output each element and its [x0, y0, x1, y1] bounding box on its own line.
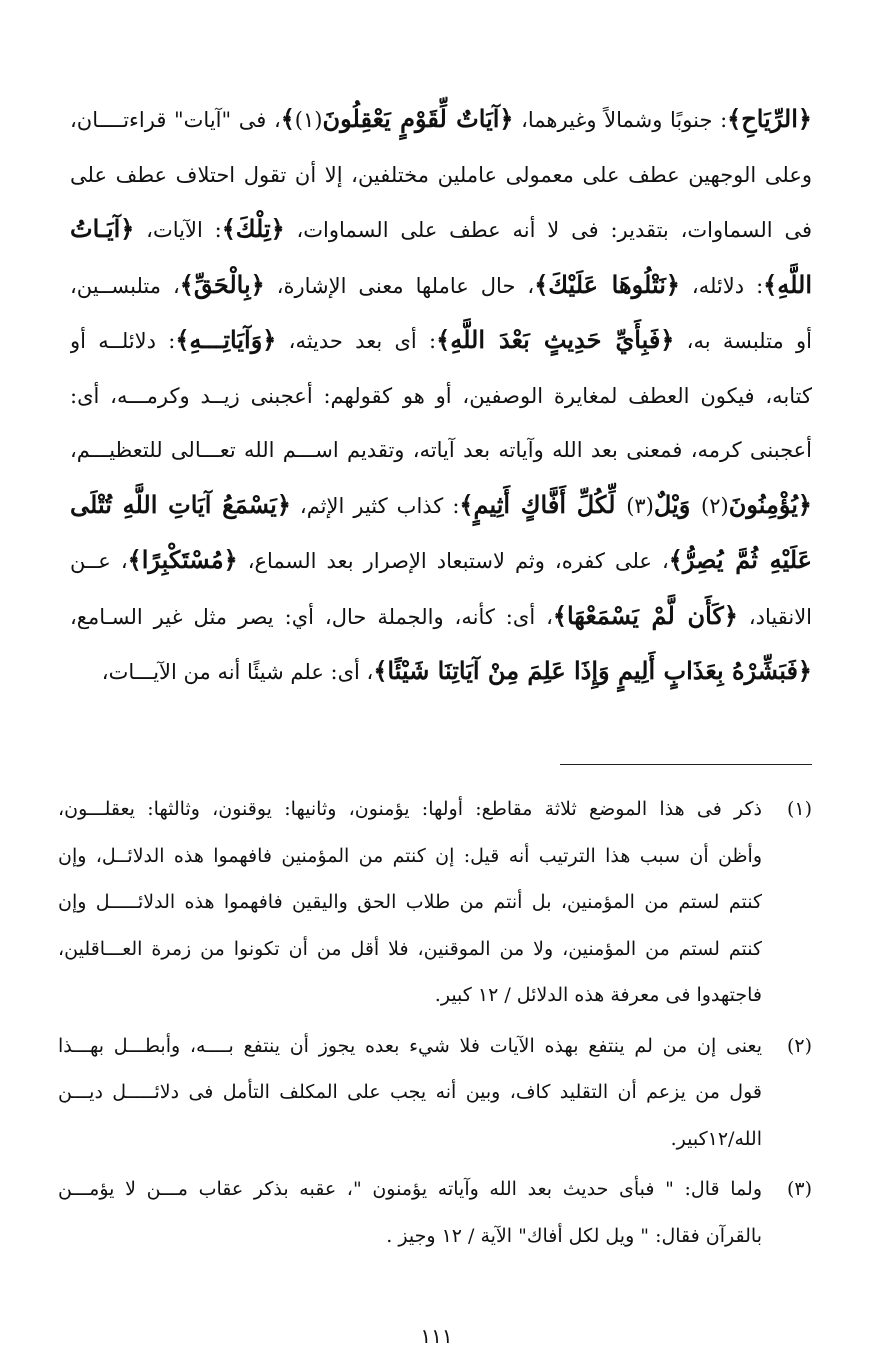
commentary-text: كتابه، فيكون العطف لمغايرة الوصفين، أو هو كقولهم: أعجبنى زيــد وكرمـــه، أى: [70, 383, 812, 408]
footnote-text [58, 1166, 762, 1259]
body-line [70, 313, 812, 369]
quran-quote: ﴿وَآيَاتِـــهِ﴾ [175, 325, 277, 354]
page-number: ١١١ [420, 1324, 453, 1348]
footnote-line: كنتم لستم من المؤمنين، ولا من الموقنين، فلا أقل من أن تكونوا من زمرة العـــاقلين، [58, 937, 762, 960]
footnote-line: الله/١٢كبير. [670, 1127, 762, 1150]
quran-quote: ﴾ [280, 104, 295, 133]
footnote-line: يعنى إن من لم ينتفع بهذه الآيات فلا شيء بعده يجوز أن ينتفع بــــه، وأبطـــل بهـــذا [58, 1034, 762, 1057]
footnote-line: وأظن أن سبب هذا الترتيب أنه قيل: إن كنتم من المؤمنين فافهموا هذه الدلائــل، وإن [58, 844, 762, 867]
footnote-separator [560, 764, 812, 765]
footnote-number: (٢) [786, 1034, 812, 1057]
footnote-line: بالقرآن فقال: " ويل لكل أفاك" الآية / ١٢ وجيز . [386, 1224, 762, 1247]
quran-quote: ﴿يَسْمَعُ آيَاتِ اللَّهِ تُتْلَى [70, 489, 291, 519]
quran-quote: عَلَيْهِ ثُمَّ يُصِرُّ﴾ [668, 545, 812, 574]
commentary-text: : دلائلــه أو [70, 329, 176, 353]
footnote-line: ولما قال: " فبأى حديث بعد الله وآياته يؤمنون "، عقبه بذكر عقاب مـــن لا يؤمـــن [58, 1178, 762, 1200]
commentary-text: ، فى "آيات" قراءتــــان، [70, 108, 281, 132]
body-line [70, 478, 812, 534]
quran-quote: ﴿فَبِأَيِّ حَدِيثٍ بَعْدَ اللَّهِ﴾ [436, 325, 675, 354]
body-line [70, 533, 812, 589]
quran-quote: اللَّهِ﴾ [763, 269, 812, 299]
commentary-text: (١) [294, 108, 323, 132]
footnote [58, 1166, 812, 1259]
footnote-text [58, 1023, 762, 1163]
quran-quote: ﴿الرِّيَاحِ﴾ [727, 104, 812, 133]
commentary-text: (٣) [626, 493, 654, 518]
commentary-text: ، حال عاملها معنى الإشارة، [264, 273, 535, 298]
body-line [70, 423, 812, 478]
quran-quote: وَيْلٌ [653, 489, 702, 519]
footnote-number: (٣) [786, 1178, 812, 1200]
footnote [58, 1023, 812, 1163]
footnote-text [58, 786, 762, 1019]
quran-quote: ﴿آيَاتٌ لِّقَوْمٍ يَعْقِلُونَ [322, 104, 514, 133]
footnote-line: قول من يزعم أن التقليد كاف، وبين أنه يجب على المكلف التأمل فى دلائـــــل ديـــن [58, 1081, 762, 1103]
commentary-text: فى السماوات، بتقدير: فى لا أنه عطف على السماوات، [284, 218, 812, 242]
commentary-text: ، عــن [70, 549, 128, 573]
commentary-text: ، أى: كأنه، والجملة حال، أي: يصر مثل غير السـامع، [70, 604, 553, 629]
commentary-text: ، متلبســين، [70, 273, 180, 298]
commentary-text: ، أى: علم شيئًا أنه من الآيـــات، [101, 660, 374, 684]
commentary-text: : الآيات، [134, 218, 222, 242]
main-text-block [70, 92, 812, 700]
body-line [70, 92, 812, 148]
commentary-text: ، على كفره، وثم لاستبعاد الإصرار بعد السماع، [237, 549, 669, 573]
body-line [70, 369, 812, 424]
commentary-text: : أى بعد حديثه، [276, 329, 437, 353]
commentary-text: : كذاب كثير الإثم، [290, 493, 460, 518]
body-line [70, 148, 812, 203]
quran-quote: ﴿كَأَن لَّمْ يَسْمَعْهَا﴾ [552, 600, 738, 630]
body-line [70, 202, 812, 258]
body-line [70, 644, 812, 700]
quran-quote: ﴿تِلْكَ﴾ [221, 214, 285, 243]
quran-quote: ﴿نَتْلُوهَا عَلَيْكَ﴾ [534, 269, 680, 299]
footnote-line: ذكر فى هذا الموضع ثلاثة مقاطع: أولها: يؤمنون، وثانيها: يوقنون، وثالثها: يعقلـــون، [58, 798, 762, 820]
commentary-text: وعلى الوجهين عطف على معمولى عاملين مختلفين، إلا أن تقول احتلاف عطف على [70, 162, 812, 187]
footnote-line: فاجتهدوا فى معرفة هذه الدلائل / ١٢ كبير. [434, 984, 762, 1006]
body-line [70, 258, 812, 314]
body-text [70, 92, 812, 700]
commentary-text: أعجبنى كرمه، فمعنى بعد الله وآياته بعد آياته، وتقديم اســـم الله تعـــالى للتعظيـــم، [70, 438, 812, 462]
commentary-text: الانقياد، [737, 604, 812, 629]
footnote-number: (١) [786, 798, 812, 820]
footnote-line: كنتم لستم من المؤمنين، بل أنتم من طلاب الحق واليقين فافهموا هذه الدلائـــــل وإن [58, 891, 762, 913]
quran-quote: ﴿مُسْتَكْبِرًا﴾ [127, 545, 238, 574]
quran-quote: ﴿بِالْحَقِّ﴾ [179, 269, 265, 299]
commentary-text: (٢) [701, 493, 729, 518]
commentary-text: أو متلبسة به، [674, 329, 812, 353]
commentary-text: : دلائله، [679, 273, 764, 298]
quran-quote: ﴿آيَـاتُ [70, 214, 135, 243]
quran-quote: ﴿فَبَشِّرْهُ بِعَذَابٍ أَلِيمٍ وَإِذَا عَلِمَ مِنْ آيَاتِنَا شَيْئًا﴾ [373, 656, 812, 685]
footnotes [58, 786, 812, 1263]
body-line [70, 589, 812, 645]
commentary-text: : جنوبًا وشمالاً وغيرهما، [513, 108, 728, 132]
quran-quote: ﴿يُؤْمِنُونَ [728, 489, 812, 519]
footnote [58, 786, 812, 1019]
quran-quote: لِّكُلِّ أَفَّاكٍ أَثِيمٍ﴾ [459, 489, 627, 519]
